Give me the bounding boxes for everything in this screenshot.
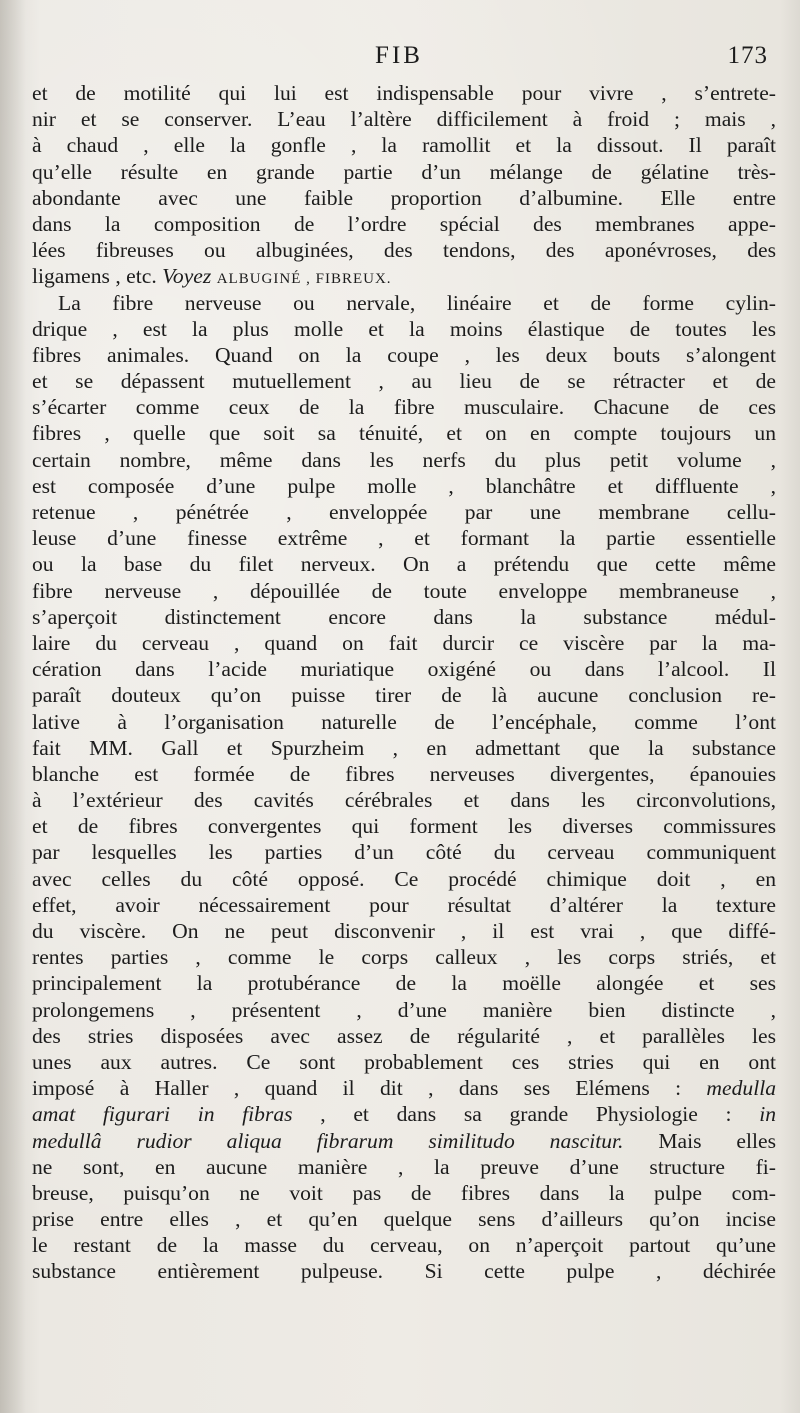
text-line: des stries disposées avec assez de régularité , et parallèles les	[32, 1023, 776, 1048]
text-line: à l’extérieur des cavités cérébrales et dans les circonvolutions,	[32, 788, 776, 813]
text-line: laire du cerveau , quand on fait durcir ce viscère par la ma-	[32, 630, 776, 655]
text-line: nir et se conserver. L’eau l’altère difficilement à froid ; mais ,	[32, 107, 776, 132]
latin-quote: medulla	[706, 1076, 776, 1101]
text-line: lées fibreuses ou albuginées, des tendons, des aponévroses, des	[32, 238, 776, 263]
text-line: s’écarter comme ceux de la fibre musculaire. Chacune de ces	[32, 395, 776, 420]
text-line: fibre nerveuse , dépouillée de toute enveloppe membraneuse ,	[32, 578, 776, 603]
text-line: à chaud , elle la gonfle , la ramollit et la dissout. Il paraît	[32, 133, 776, 158]
latin-quote: amat figurari in fibras	[32, 1102, 293, 1127]
text-line: et se dépassent mutuellement , au lieu de se rétracter et de	[32, 369, 776, 394]
text-line: retenue , pénétrée , enveloppée par une membrane cellu-	[32, 500, 776, 524]
text-line: et de motilité qui lui est indispensable pour vivre , s’entrete-	[32, 81, 776, 105]
text-line: avec celles du côté opposé. Ce procédé chimique doit , en	[32, 866, 776, 891]
crossref-targets: ALBUGINÉ , FIBREUX.	[216, 271, 392, 288]
text-line: par lesquelles les parties d’un côté du cerveau communiquent	[32, 840, 776, 865]
text-line: principalement la protubérance de la moëlle alongée et ses	[32, 971, 776, 996]
text-line-latin	[32, 1128, 776, 1154]
haller-text: imposé à Haller , quand il dit , dans ses Elémens :	[32, 1076, 707, 1101]
text-line: prise entre elles , et qu’en quelque sens d’ailleurs qu’on incise	[32, 1207, 776, 1232]
text-line: lative à l’organisation naturelle de l’encéphale, comme l’ont	[32, 709, 776, 734]
text-line: ne sont, en aucune manière , la preuve d’une structure fi-	[32, 1154, 776, 1179]
text-line: certain nombre, même dans les nerfs du plus petit volume ,	[32, 447, 776, 472]
text-line: du viscère. On ne peut disconvenir , il est vrai , que diffé-	[32, 919, 776, 943]
text-line: est composée d’une pulpe molle , blanchâtre et diffluente ,	[32, 473, 776, 498]
text-line: paraît douteux qu’on puisse tirer de là aucune conclusion re-	[32, 683, 776, 708]
text-line-haller	[32, 1075, 776, 1101]
text-line: leuse d’une finesse extrême , et formant la partie essentielle	[32, 526, 776, 551]
text-line-crossref	[32, 263, 776, 289]
page-header	[30, 42, 768, 76]
text-line-latin	[32, 1101, 776, 1127]
text-line: abondante avec une faible proportion d’albumine. Elle entre	[32, 185, 776, 210]
text-line: breuse, puisqu’on ne voit pas de fibres dans la pulpe com-	[32, 1180, 776, 1205]
text-line: rentes parties , comme le corps calleux , les corps striés, et	[32, 945, 776, 970]
text-line: dans la composition de l’ordre spécial des membranes appe-	[32, 211, 776, 236]
text-line: s’aperçoit distinctement encore dans la substance médul-	[32, 604, 776, 629]
text-line: cération dans l’acide muriatique oxigéné ou dans l’alcool. Il	[32, 657, 776, 682]
text-line: fait MM. Gall et Spurzheim , en admettant que la substance	[32, 735, 776, 760]
text-line: effet, avoir nécessairement pour résultat d’altérer la texture	[32, 892, 776, 917]
latin-quote: in	[759, 1102, 776, 1127]
text-line: unes aux autres. Ce sont probablement ces stries qui en ont	[32, 1049, 776, 1074]
text-line: et de fibres convergentes qui forment les diverses commissures	[32, 814, 776, 839]
text-line: drique , est la plus molle et la moins élastique de toutes les	[32, 316, 776, 341]
page-number: 173	[727, 42, 768, 69]
running-head: FIB	[375, 42, 423, 69]
text-line: le restant de la masse du cerveau, on n’aperçoit partout qu’une	[32, 1233, 776, 1258]
crossref-lead: ligamens , etc.	[32, 264, 163, 289]
text-line: fibres , quelle que soit sa ténuité, et on en compte toujours un	[32, 421, 776, 446]
text-line: ou la base du filet nerveux. On a prétendu que cette même	[32, 552, 776, 577]
latin-quote: medullâ rudior aliqua fibrarum similitudo nascitur.	[32, 1128, 624, 1153]
physiologie-text: , et dans sa grande Physiologie :	[292, 1102, 760, 1127]
voyez-word: Voyez	[162, 264, 212, 289]
body-text	[32, 80, 776, 1285]
mais-elles-text: Mais elles	[623, 1128, 776, 1153]
text-line: prolongemens , présentent , d’une manière bien distincte ,	[32, 997, 776, 1022]
text-line: substance entièrement pulpeuse. Si cette pulpe , déchirée	[32, 1259, 776, 1284]
paragraph-first-line: La fibre nerveuse ou nervale, linéaire et de forme cylin-	[58, 290, 776, 315]
text-line: qu’elle résulte en grande partie d’un mélange de gélatine très-	[32, 159, 776, 184]
text-line: fibres animales. Quand on la coupe , les deux bouts s’alongent	[32, 342, 776, 367]
text-line: blanche est formée de fibres nerveuses divergentes, épanouies	[32, 761, 776, 786]
